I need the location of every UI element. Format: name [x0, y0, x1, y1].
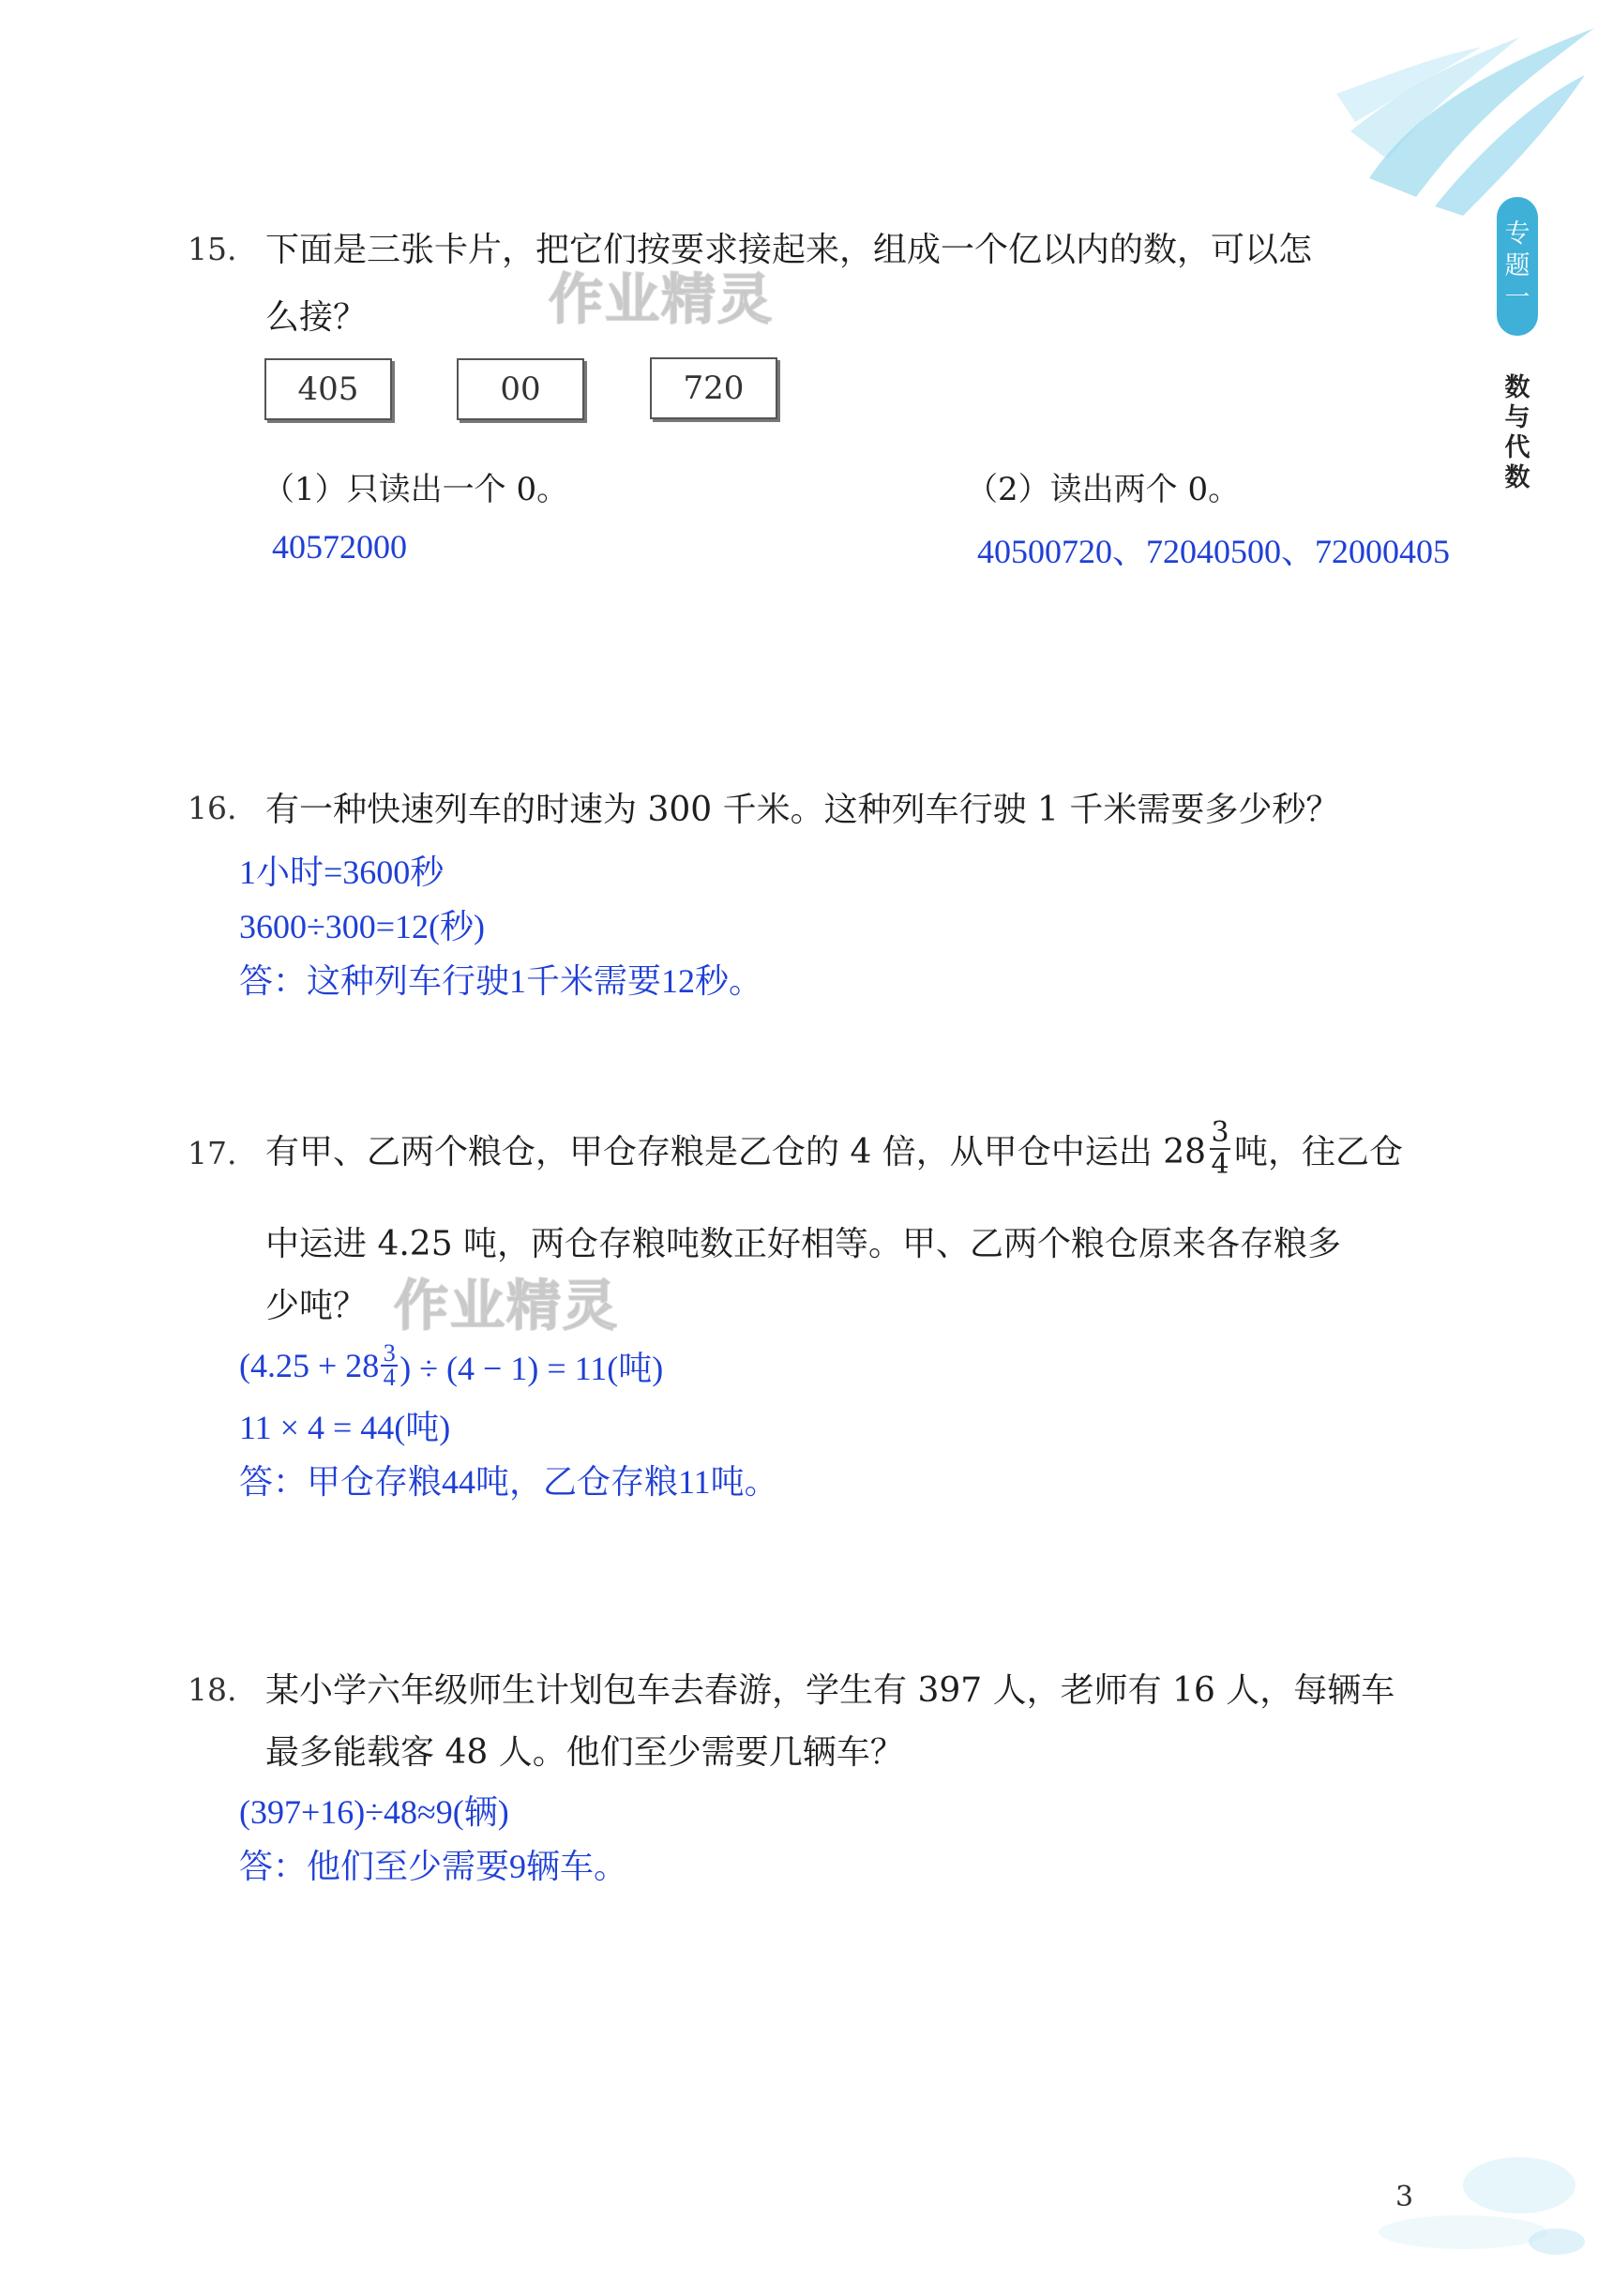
chapter-tab-char: 专 [1504, 219, 1530, 249]
decorative-brush-stroke [1332, 19, 1598, 216]
answer-text: 答：甲仓存粮44吨，乙仓存粮11吨。 [239, 1463, 778, 1501]
answer-text: 40572000 [272, 528, 407, 566]
answer-formula [239, 1336, 663, 1396]
number-card: 720 [650, 357, 777, 419]
answer-text: 40500720、72040500、72000405 [977, 533, 1450, 570]
number-card: 405 [264, 358, 392, 420]
answer-text: 答：他们至少需要9辆车。 [239, 1848, 628, 1885]
question-number: 15. [188, 231, 237, 267]
answer-text: 3600÷300=12(秒) [239, 908, 486, 945]
question-text: 少吨？ [265, 1287, 368, 1325]
question-text: 中运进 4.25 吨，两仓存粮吨数正好相等。甲、乙两个粮仓原来各存粮多 [265, 1225, 1342, 1263]
question-text [265, 1107, 1403, 1191]
question-text: 最多能载客 48 人。他们至少需要几辆车？ [265, 1733, 904, 1772]
fraction-denominator: 4 [383, 1364, 396, 1391]
answer-part: ) ÷ (4 − 1) = 11(吨) [400, 1349, 664, 1387]
fraction-numerator: 3 [1211, 1116, 1229, 1149]
question-text: 下面是三张卡片，把它们按要求接起来，组成一个亿以内的数，可以怎 [265, 231, 1313, 269]
question-number: 18. [188, 1671, 237, 1708]
question-text: 某小学六年级师生计划包车去春游，学生有 397 人，老师有 16 人，每辆车 [265, 1671, 1395, 1710]
topic-label [1500, 373, 1534, 493]
chapter-tab-char: 题 [1504, 251, 1530, 280]
question-number: 16. [188, 790, 237, 826]
watermark: 作业精灵 [394, 1274, 620, 1337]
number-card: 00 [457, 358, 584, 420]
question-text-part: 吨，往乙仓 [1234, 1132, 1404, 1171]
answer-part: (4.25 + 28 [239, 1347, 380, 1384]
answer-fraction [381, 1339, 398, 1391]
decorative-brush-stroke-bottom [1238, 2129, 1594, 2279]
watermark: 作业精灵 [549, 267, 775, 331]
question-text-part: 有甲、乙两个粮仓，甲仓存粮是乙仓的 4 倍，从甲仓中运出 28 [265, 1132, 1207, 1171]
question-number: 17. [188, 1135, 237, 1171]
topic-char: 代 [1504, 433, 1530, 462]
sub-question-label: （2）读出两个 0。 [966, 471, 1241, 508]
answer-text: 答：这种列车行驶1千米需要12秒。 [239, 962, 763, 1000]
topic-char: 与 [1504, 403, 1530, 432]
fraction-denominator: 4 [1211, 1148, 1229, 1181]
sub-question-label: （1）只读出一个 0。 [263, 471, 569, 508]
chapter-tab-char: 一 [1504, 283, 1530, 312]
topic-char: 数 [1504, 373, 1530, 402]
question-text: 么接？ [265, 298, 368, 337]
question-text: 有一种快速列车的时速为 300 千米。这种列车行驶 1 千米需要多少秒？ [265, 791, 1340, 829]
answer-formula: (397+16)÷48≈9(辆) [239, 1793, 509, 1831]
topic-char: 数 [1504, 463, 1530, 492]
answer-text: 1小时=3600秒 [239, 853, 445, 891]
chapter-tab [1497, 197, 1538, 336]
page-number: 3 [1395, 2181, 1414, 2213]
fraction [1210, 1118, 1230, 1180]
fraction-numerator: 3 [383, 1339, 396, 1367]
answer-formula: 11 × 4 = 44(吨) [239, 1409, 451, 1446]
